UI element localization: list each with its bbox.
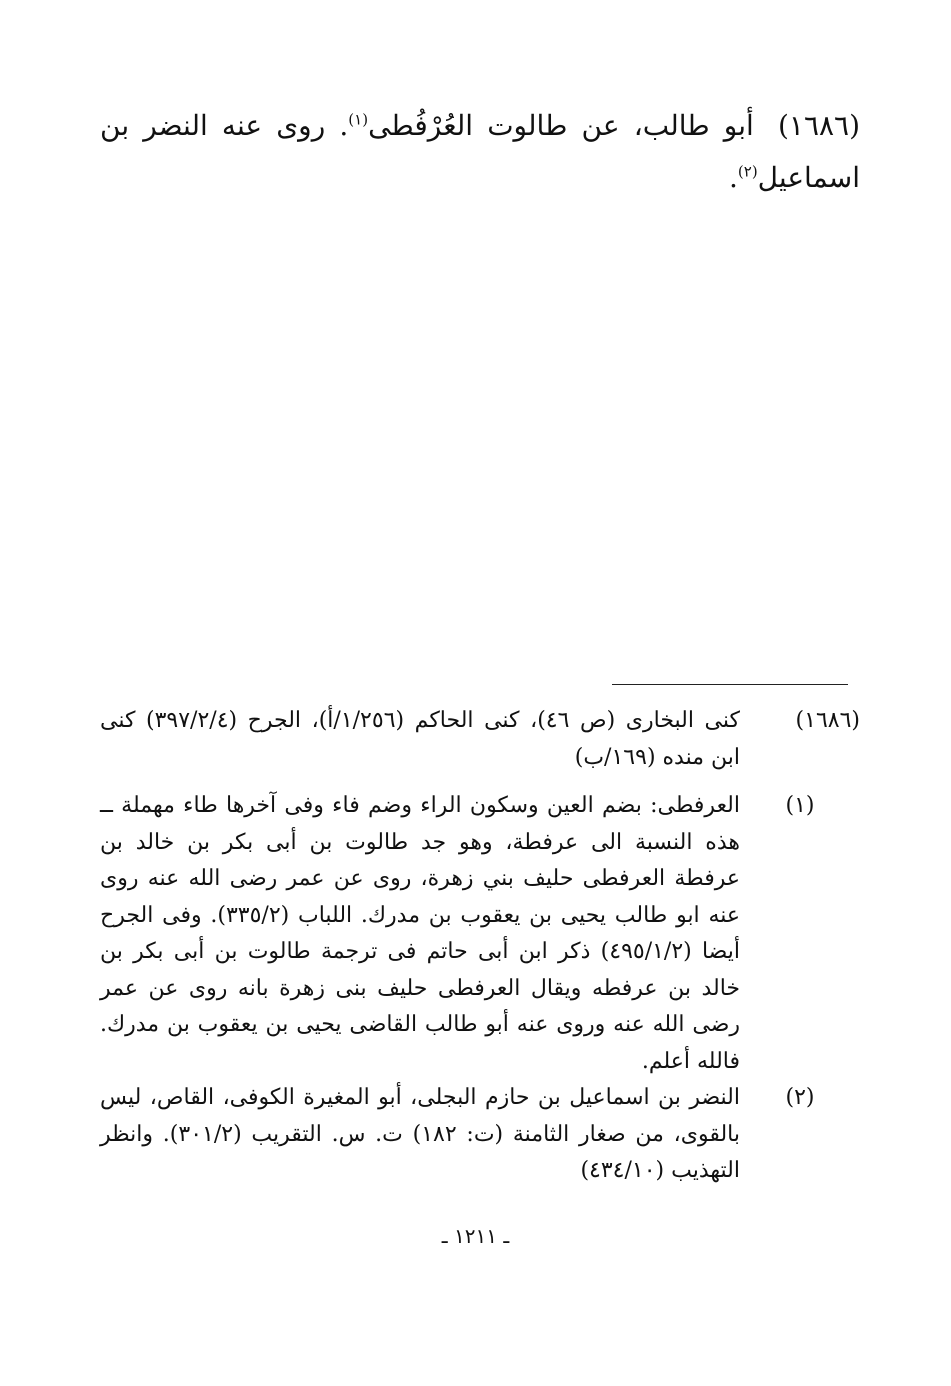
entry-text-after: . روى عنه النضر بن اسماعيل: [100, 109, 860, 194]
footnote-separator: [612, 684, 848, 685]
footnote-text: العرفطى: بضم العين وسكون الراء وضم فاء وفى آخرها طاء مهملة ــ هذه النسبة الى عرفطة، وهو جد طالوت بن أبى بكر بن خالد بن عرفطة العرفطى حليف بني زهرة، روى عن عمر رضى الله عنه روى عنه ابو طالب يحيى بن يعقوب بن مدرك. اللباب (٣٣٥/٢). وفى الجرح أيضا (٤٩٥/١/٢) ذكر ابن أبى حاتم فى ترجمة طالوت بن أبى بكر بن خالد بن عرفطه ويقال العرفطى حليف بنى زهرة بانه روى عن عمر رضى الله عنه وروى عنه أبو طالب القاضى يحيى بن يعقوب بن مدرك. فالله أعلم.: [100, 793, 741, 1074]
footnote-ref-1[interactable]: (١): [348, 110, 369, 129]
entry-text-before: أبو طالب، عن طالوت العُرْفُطى: [368, 109, 754, 142]
footnotes: [100, 703, 860, 1202]
footnote-marker: (١٦٨٦): [795, 708, 860, 733]
main-entry: [100, 100, 860, 204]
footnote-marker: (١): [785, 793, 815, 818]
entry-end: .: [728, 161, 738, 194]
footnote-2: [100, 1080, 860, 1190]
footnote-entry-ref: [100, 703, 860, 776]
footnote-1: [100, 788, 860, 1080]
page-number: ـ ١٢١١ ـ: [441, 1224, 510, 1248]
entry-number: (١٦٨٦): [777, 109, 861, 142]
footnote-marker: (٢): [785, 1085, 815, 1110]
footnote-text: النضر بن اسماعيل بن حازم البجلى، أبو المغيرة الكوفى، القاص، ليس بالقوى، من صغار الثامنة (ت: ١٨٢) ت. س. التقريب (٣٠١/٢). وانظر التهذيب (٤٣٤/١٠): [100, 1085, 741, 1183]
footnote-text: كنى البخارى (ص ٤٦)، كنى الحاكم (١/٢٥٦/أ)، الجرح (٣٩٧/٢/٤) كنى ابن منده (١٦٩/ب): [100, 708, 740, 770]
footnote-ref-2[interactable]: (٢): [737, 162, 758, 181]
